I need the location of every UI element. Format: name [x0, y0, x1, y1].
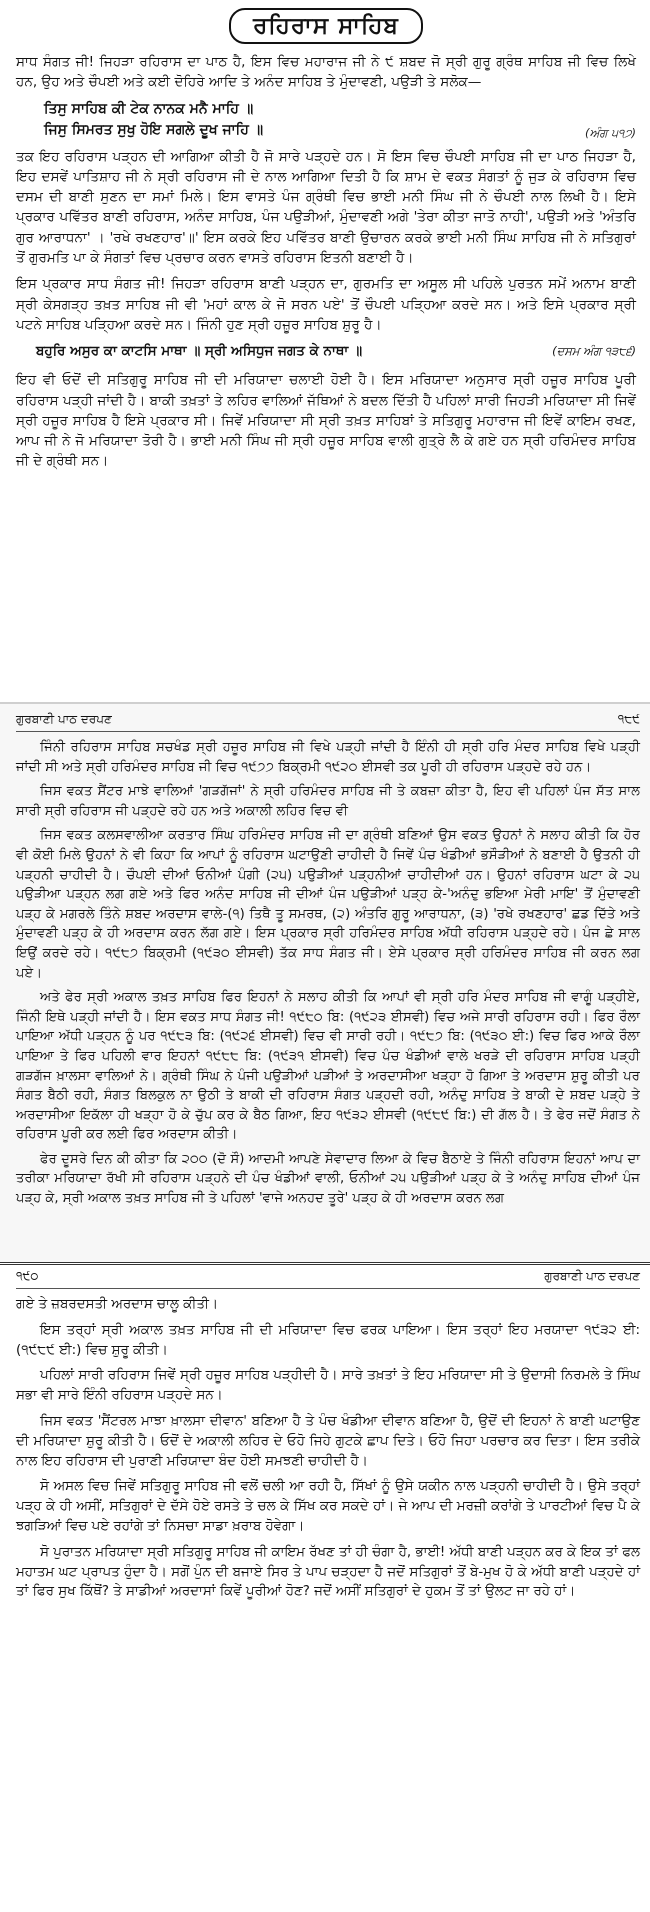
paragraph: ਜਿੰਨੀ ਰਹਿਰਾਸ ਸਾਹਿਬ ਸਚਖੰਡ ਸ੍ਰੀ ਹਜ਼ੂਰ ਸਾਹਿਬ ਜੀ ਵਿਖੇ ਪੜ੍ਹੀ ਜਾਂਦੀ ਹੈ ਇੰਨੀ ਹੀ ਸ੍ਰੀ ਹਰਿ ਮੰਦਰ ਸਾਹਿਬ ਵਿਖੇ ਪੜ੍ਹੀ ਜਾਂਦੀ ਸੀ ਅਤੇ ਸ੍ਰੀ ਹਰਿਮੰਦਰ ਸਾਹਿਬ ਜੀ ਵਿਚ ੧੯੭੭ ਬਿਕ੍ਰਮੀ ੧੯੨੦ ਈਸਵੀ ਤਕ ਪੂਰੀ ਹੀ ਰਹਿਰਾਸ ਪੜ੍ਹਦੇ ਰਹੇ ਹਨ। [16, 740, 640, 775]
paragraph: ਸੋ ਅਸਲ ਵਿਚ ਜਿਵੇਂ ਸਤਿਗੁਰੂ ਸਾਹਿਬ ਜੀ ਵਲੋਂ ਚਲੀ ਆ ਰਹੀ ਹੈ, ਸਿੱਖਾਂ ਨੂੰ ਉਸੇ ਯਕੀਨ ਨਾਲ ਪੜ੍ਹਨੀ ਚਾਹੀਦੀ ਹੈ। ਉਸੇ ਤਰ੍ਹਾਂ ਪੜ੍ਹ ਕੇ ਹੀ ਅਸੀਂ, ਸਤਿਗੁਰਾਂ ਦੇ ਦੱਸੇ ਹੋਏ ਰਸਤੇ ਤੇ ਚਲ ਕੇ ਸਿੱਖ ਕਰ ਸਕਦੇ ਹਾਂ। ਜੇ ਆਪ ਦੀ ਮਰਜ਼ੀ ਕਰਾਂਗੇ ਤੇ ਪਾਰਟੀਆਂ ਵਿਚ ਪੈ ਕੇ ਝਗੜਿਆਂ ਵਿਚ ਪਏ ਰਹਾਂਗੇ ਤਾਂ ਨਿਸਚਾ ਸਾਡਾ ਖ਼ਰਾਬ ਹੋਵੇਗਾ। [16, 1479, 640, 1534]
title-wrap [16, 8, 636, 44]
page-title: ਰਹਿਰਾਸ ਸਾਹਿਬ [229, 8, 423, 44]
page-2-header [16, 712, 640, 727]
quote-block [44, 99, 636, 141]
paragraph: ਸੋ ਪੁਰਾਤਨ ਮਰਿਯਾਦਾ ਸ੍ਰੀ ਸਤਿਗੁਰੂ ਸਾਹਿਬ ਜੀ ਕਾਇਮ ਰੱਖਣ ਤਾਂ ਹੀ ਚੰਗਾ ਹੈ, ਭਾਈ! ਅੱਧੀ ਬਾਣੀ ਪੜ੍ਹਨ ਕਰ ਕੇ ਇਕ ਤਾਂ ਫਲ ਮਹਾਤਮ ਘਟ ਪ੍ਰਾਪਤ ਹੁੰਦਾ ਹੈ। ਸਗੋਂ ਪੁੰਨ ਦੀ ਬਜਾਏ ਸਿਰ ਤੇ ਪਾਪ ਚੜ੍ਹਦਾ ਹੈ ਜਦੋਂ ਸਤਿਗੁਰਾਂ ਤੋਂ ਬੇ-ਮੁਖ ਹੋ ਕੇ ਅੱਧੀ ਬਾਣੀ ਪੜ੍ਹਦੇ ਹਾਂ ਤਾਂ ਫਿਰ ਸੁਖ ਕਿੱਥੋਂ? ਤੇ ਸਾਡੀਆਂ ਅਰਦਾਸਾਂ ਕਿਵੇਂ ਪੂਰੀਆਂ ਹੋਣ? ਜਦੋਂ ਅਸੀਂ ਸਤਿਗੁਰਾਂ ਦੇ ਹੁਕਮ ਤੋਂ ਤਾਂ ਉਲਟ ਜਾ ਰਹੇ ਹਾਂ। [16, 1544, 640, 1600]
paragraph: ਇਸ ਤਰ੍ਹਾਂ ਸ੍ਰੀ ਅਕਾਲ ਤਖ਼ਤ ਸਾਹਿਬ ਜੀ ਦੀ ਮਰਿਯਾਦਾ ਵਿਚ ਫਰਕ ਪਾਇਆ। ਇਸ ਤਰ੍ਹਾਂ ਇਹ ਮਰਯਾਦਾ ੧੯੩੨ ਈ: (੧੯੮੯ ਈ:) ਵਿਚ ਸ਼ੁਰੂ ਕੀਤੀ। [16, 1322, 640, 1358]
paragraph-2: ਇਸ ਪ੍ਰਕਾਰ ਸਾਧ ਸੰਗਤ ਜੀ! ਜਿਹੜਾ ਰਹਿਰਾਸ ਬਾਣੀ ਪੜ੍ਹਨ ਦਾ, ਗੁਰਮਤਿ ਦਾ ਅਸੂਲ ਸੀ ਪਹਿਲੇ ਪੁਰਤਨ ਸਮੇਂ ਅਨਾਮ ਬਾਣੀ ਸ੍ਰੀ ਕੇਸਗੜ੍ਹ ਤਖ਼ਤ ਸਾਹਿਬ ਜੀ ਵੀ 'ਮਹਾਂ ਕਾਲ ਕੇ ਜੋ ਸਰਨ ਪਏ' ਤੋਂ ਚੌਪਈ ਪੜ੍ਹਿਆ ਕਰਦੇ ਸਨ। ਅਤੇ ਇਸੇ ਪ੍ਰਕਾਰ ਸ੍ਰੀ ਪਟਨੇ ਸਾਹਿਬ ਪੜ੍ਹਿਆ ਕਰਦੇ ਸਨ। ਜਿੰਨੀ ਹੁਣ ਸ੍ਰੀ ਹਜ਼ੂਰ ਸਾਹਿਬ ਸ਼ੁਰੂ ਹੈ। [16, 276, 636, 333]
page-number: ੧੯੦ [16, 1269, 39, 1283]
verse-block [36, 341, 636, 362]
page-number: ੧੮੯ [617, 712, 640, 726]
page-2 [0, 702, 650, 1262]
paragraph: ਜਿਸ ਵਕਤ ਸੈਂਟਰ ਮਾਝੇ ਵਾਲਿਆਂ 'ਗੜਗੱਜਾਂ' ਨੇ ਸ੍ਰੀ ਹਰਿਮੰਦਰ ਸਾਹਿਬ ਜੀ ਤੇ ਕਬਜ਼ਾ ਕੀਤਾ ਹੈ, ਇਹ ਵੀ ਪਹਿਲਾਂ ਪੰਜ ਸੱਤ ਸਾਲ ਸਾਰੀ ਸ੍ਰੀ ਰਹਿਰਾਸ ਜੀ ਪੜ੍ਹਦੇ ਰਹੇ ਹਨ ਅਤੇ ਅਕਾਲੀ ਲਹਿਰ ਵਿਚ ਵੀ [16, 784, 640, 819]
book-title: ਗੁਰਬਾਣੀ ਪਾਠ ਦਰਪਣ [544, 1269, 640, 1283]
paragraph-1: ਤਕ ਇਹ ਰਹਿਰਾਸ ਪੜ੍ਹਨ ਦੀ ਆਗਿਆ ਕੀਤੀ ਹੈ ਜੋ ਸਾਰੇ ਪੜ੍ਹਦੇ ਹਨ। ਸੋ ਇਸ ਵਿਚ ਚੌਪਈ ਸਾਹਿਬ ਜੀ ਦਾ ਪਾਠ ਜਿਹੜਾ ਹੈ, ਇਹ ਦਸਵੇਂ ਪਾਤਿਸ਼ਾਹ ਜੀ ਨੇ ਸ੍ਰੀ ਰਹਿਰਾਸ ਜੀ ਦੇ ਨਾਲ ਆਗਿਆ ਦਿਤੀ ਹੈ ਕਿ ਸ਼ਾਮ ਦੇ ਵਕਤ ਸੰਗਤਾਂ ਨੂੰ ਜੁੜ ਕੇ ਰਹਿਰਾਸ ਵਿਚ ਦਸਮ ਦੀ ਬਾਣੀ ਸੁਣਨ ਦਾ ਸਮਾਂ ਮਿਲੇ। ਇਸ ਵਾਸਤੇ ਪੰਜ ਗ੍ਰੰਥੀ ਵਿਚ ਭਾਈ ਮਨੀ ਸਿੰਘ ਜੀ ਨੇ ਚੌਪਈ ਨਾਲ ਲਿਖੀ ਹੈ। ਇਸੇ ਪ੍ਰਕਾਰ ਪਵਿੱਤਰ ਬਾਣੀ ਰਹਿਰਾਸ, ਅਨੰਦ ਸਾਹਿਬ, ਪੰਜ ਪਉੜੀਆਂ, ਮੁੰਦਾਵਣੀ ਅਗੇ 'ਤੇਰਾ ਕੀਤਾ ਜਾਤੋ ਨਾਹੀ', ਪਉੜੀ ਅਤੇ 'ਅੰਤਰਿ ਗੁਰ ਆਰਾਧਨਾ' । 'ਰਖੇ ਰਖਣਹਾਰ'॥' ਇਸ ਕਰਕੇ ਇਹ ਪਵਿੱਤਰ ਬਾਣੀ ਉਚਾਰਨ ਕਰਕੇ ਭਾਈ ਮਨੀ ਸਿੰਘ ਸਾਹਿਬ ਜੀ ਨੇ ਸਤਿਗੁਰਾਂ ਤੋਂ ਗੁਰਮਤਿ ਪਾ ਕੇ ਸੰਗਤਾਂ ਵਿਚ ਪ੍ਰਚਾਰ ਕਰਨ ਵਾਸਤੇ ਰਹਿਰਾਸ ਇਤਨੀ ਬਣਾਈ ਹੈ। [16, 148, 636, 267]
page-3 [0, 1262, 650, 1912]
paragraph: ਅਤੇ ਫੇਰ ਸ੍ਰੀ ਅਕਾਲ ਤਖ਼ਤ ਸਾਹਿਬ ਫਿਰ ਇਹਨਾਂ ਨੇ ਸਲਾਹ ਕੀਤੀ ਕਿ ਆਪਾਂ ਵੀ ਸ੍ਰੀ ਹਰਿ ਮੰਦਰ ਸਾਹਿਬ ਜੀ ਵਾਗੂੰ ਪੜ੍ਹੀਏ, ਜਿੰਨੀ ਇਥੇ ਪੜ੍ਹੀ ਜਾਂਦੀ ਹੈ। ਇਸ ਵਕਤ ਸਾਧ ਸੰਗਤ ਜੀ! ੧੯੮੦ ਬਿ: (੧੯੨੩ ਈਸਵੀ) ਵਿਚ ਅਜੇ ਸਾਰੀ ਰਹਿਰਾਸ ਰਹੀ। ਫਿਰ ਰੌਲਾ ਪਾਇਆ ਅੱਧੀ ਪੜ੍ਹਨ ਨੂੰ ਪਰ ੧੯੮੩ ਬਿ: (੧੯੨੬ ਈਸਵੀ) ਵਿਚ ਵੀ ਸਾਰੀ ਰਹੀ। ੧੯੮੭ ਬਿ: (੧੯੩੦ ਈ:) ਵਿਚ ਫਿਰ ਆਕੇ ਰੌਲਾ ਪਾਇਆ ਤੇ ਫਿਰ ਪਹਿਲੀ ਵਾਰ ਇਹਨਾਂ ੧੯੮੮ ਬਿ: (੧੯੩੧ ਈਸਵੀ) ਵਿਚ ਪੰਚ ਖੰਡੀਆਂ ਵਾਲੇ ਖਰੜੇ ਦੀ ਰਹਿਰਾਸ ਸਾਹਿਬ ਪੜ੍ਹੀ ਗੜਗੱਜ ਖ਼ਾਲਸਾ ਵਾਲਿਆਂ ਨੇ। ਗ੍ਰੰਥੀ ਸਿੰਘ ਨੇ ਪੰਜੀ ਪਉੜੀਆਂ ਪੜੀਆਂ ਤੇ ਅਰਦਾਸੀਆ ਖੜ੍ਹਾ ਹੋ ਗਿਆ ਤੇ ਅਰਦਾਸ ਸ਼ੁਰੂ ਕੀਤੀ ਪਰ ਸੰਗਤ ਬੈਠੀ ਰਹੀ, ਸੰਗਤ ਬਿਲਕੁਲ ਨਾ ਉਠੀ ਤੇ ਬਾਕੀ ਦੀ ਰਹਿਰਾਸ ਸੰਗਤ ਪੜ੍ਹਦੀ ਰਹੀ, ਅਨੰਦੁ ਸਾਹਿਬ ਤੇ ਬਾਕੀ ਦੇ ਸ਼ਬਦ ਪੜ੍ਹੇ ਤੇ ਅਰਦਾਸੀਆ ਇਕੱਲਾ ਹੀ ਖੜ੍ਹਾ ਹੋ ਕੇ ਚੁੱਪ ਕਰ ਕੇ ਬੈਠ ਗਿਆ, ਇਹ ੧੯੩੨ ਈਸਵੀ (੧੯੮੯ ਬਿ:) ਦੀ ਗੱਲ ਹੈ। ਤੇ ਫੇਰ ਜਦੋਂ ਸੰਗਤ ਨੇ ਰਹਿਰਾਸ ਪੂਰੀ ਕਰ ਲਈ ਫਿਰ ਅਰਦਾਸ ਕੀਤੀ। [16, 990, 640, 1143]
page-1 [0, 0, 650, 702]
paragraph: ਫੇਰ ਦੂਸਰੇ ਦਿਨ ਕੀ ਕੀਤਾ ਕਿ ੨੦੦ (ਦੋ ਸੌ) ਆਦਮੀ ਆਪਣੇ ਸੇਵਾਦਾਰ ਲਿਆ ਕੇ ਵਿਚ ਬੈਠਾਏ ਤੇ ਜਿੰਨੀ ਰਹਿਰਾਸ ਇਹਨਾਂ ਆਪ ਦਾ ਤਰੀਕਾ ਮਰਿਯਾਦਾ ਰੱਖੀ ਸੀ ਰਹਿਰਾਸ ਪੜ੍ਹਨੇ ਦੀ ਪੰਚ ਖੰਡੀਆਂ ਵਾਲੀ, ਓਨੀਆਂ ੨੫ ਪਉੜੀਆਂ ਪੜ੍ਹ ਕੇ ਤੇ ਅਨੰਦੁ ਸਾਹਿਬ ਦੀਆਂ ਪੰਜ ਪੜ੍ਹ ਕੇ, ਸ੍ਰੀ ਅਕਾਲ ਤਖ਼ਤ ਸਾਹਿਬ ਜੀ ਤੇ ਪਹਿਲਾਂ 'ਵਾਜੇ ਅਨਹਦ ਤੂਰੇ' ਪੜ੍ਹ ਕੇ ਹੀ ਅਰਦਾਸ ਕਰਨ ਲਗ [16, 1151, 640, 1207]
verse-reference: (ਦਸਮ ਅੰਗ ੧੩੮੬) [552, 344, 636, 359]
paragraph: ਜਿਸ ਵਕਤ ਕਲਸਵਾਲੀਆ ਕਰਤਾਰ ਸਿੰਘ ਹਰਿਮੰਦਰ ਸਾਹਿਬ ਜੀ ਦਾ ਗ੍ਰੰਥੀ ਬਣਿਆਂ ਉਸ ਵਕਤ ਉਹਨਾਂ ਨੇ ਸਲਾਹ ਕੀਤੀ ਕਿ ਹੋਰ ਵੀ ਕੋਈ ਮਿਲੇ ਉਹਨਾਂ ਨੇ ਵੀ ਕਿਹਾ ਕਿ ਆਪਾਂ ਨੂੰ ਰਹਿਰਾਸ ਘਟਾਉਣੀ ਚਾਹੀਦੀ ਹੈ ਜਿਵੇਂ ਪੰਚ ਖੰਡੀਆਂ ਭਸੌੜੀਆਂ ਨੇ ਬਣਾਈ ਹੈ ਉਤਨੀ ਹੀ ਪੜ੍ਹਨੀ ਚਾਹੀਦੀ ਹੈ। ਚੌਪਈ ਦੀਆਂ ਓਨੀਆਂ ਪੰਗੀ (੨੫) ਪਉੜੀਆਂ ਪੜ੍ਹਨੀਆਂ ਚਾਹੀਦੀਆਂ ਹਨ। ਉਹਨਾਂ ਰਹਿਰਾਸ ਘਟਾ ਕੇ ੨੫ ਪਉੜੀਆ ਪੜ੍ਹਨ ਲਗ ਗਏ ਅਤੇ ਫਿਰ ਅਨੰਦ ਸਾਹਿਬ ਜੀ ਦੀਆਂ ਪੰਜ ਪਉੜੀਆਂ ਪੜ੍ਹ ਕੇ-'ਅਨੰਦੁ ਭਇਆ ਮੇਰੀ ਮਾਇ' ਤੋਂ ਮੁੰਦਾਵਣੀ ਪੜ੍ਹ ਕੇ ਮਗਰਲੇ ਤਿੰਨੇ ਸ਼ਬਦ ਅਰਦਾਸ ਵਾਲੇ-(੧) ਤਿਥੈ ਤੂ ਸਮਰਥ, (੨) ਅੰਤਰਿ ਗੁਰੂ ਆਰਾਧਨਾ, (੩) 'ਰਖੇ ਰਖਣਹਾਰ' ਛਡ ਦਿੱਤੇ ਅਤੇ ਮੁੰਦਾਵਣੀ ਪੜ੍ਹ ਕੇ ਹੀ ਅਰਦਾਸ ਕਰਨ ਲੱਗ ਗਏ। ਇਸ ਪ੍ਰਕਾਰ ਸ੍ਰੀ ਹਰਿਮੰਦਰ ਸਾਹਿਬ ਅੱਧੀ ਰਹਿਰਾਸ ਪੜ੍ਹਦੇ ਰਹੇ। ਪੰਜ ਛੇ ਸਾਲ ਇਉਂ ਕਰਦੇ ਰਹੇ। ੧੯੮੭ ਬਿਕ੍ਰਮੀ (੧੯੩੦ ਈਸਵੀ) ਤੱਕ ਸਾਧ ਸੰਗਤ ਜੀ। ਏਸੇ ਪ੍ਰਕਾਰ ਸ੍ਰੀ ਹਰਿਮੰਦਰ ਸਾਹਿਬ ਜੀ ਕਰਨ ਲਗ ਪਏ। [16, 828, 640, 981]
verse-line: ਬਹੁਰਿ ਅਸੁਰ ਕਾ ਕਾਟਸਿ ਮਾਥਾ ॥ ਸ੍ਰੀ ਅਸਿਧੁਜ ਜਗਤ ਕੇ ਨਾਥਾ ॥ [36, 343, 363, 360]
paragraph: ਗਏ ਤੇ ਜ਼ਬਰਦਸਤੀ ਅਰਦਾਸ ਚਾਲੂ ਕੀਤੀ। [16, 1297, 218, 1312]
book-title: ਗੁਰਬਾਣੀ ਪਾਠ ਦਰਪਣ [16, 712, 112, 726]
paragraph-3: ਇਹ ਵੀ ਓਦੋਂ ਦੀ ਸਤਿਗੁਰੂ ਸਾਹਿਬ ਜੀ ਦੀ ਮਰਿਯਾਦਾ ਚਲਾਈ ਹੋਈ ਹੈ। ਇਸ ਮਰਿਯਾਦਾ ਅਨੁਸਾਰ ਸ੍ਰੀ ਹਜ਼ੂਰ ਸਾਹਿਬ ਪੂਰੀ ਰਹਿਰਾਸ ਪੜ੍ਹੀ ਜਾਂਦੀ ਹੈ। ਬਾਕੀ ਤਖ਼ਤਾਂ ਤੇ ਲਹਿਰ ਵਾਲਿਆਂ ਜੱਥਿਆਂ ਨੇ ਬਦਲ ਦਿੱਤੀ ਹੈ ਪਹਿਲਾਂ ਸਾਰੀ ਜਿਹੜੀ ਮਰਿਯਾਦਾ ਸੀ ਜਿਵੇਂ ਸ੍ਰੀ ਹਜ਼ੂਰ ਸਾਹਿਬ ਹੈ ਇਸੇ ਪ੍ਰਕਾਰ ਸੀ। ਜਿਵੇਂ ਮਰਿਯਾਦਾ ਸੀ ਸ੍ਰੀ ਤਖ਼ਤ ਸਾਹਿਬਾਂ ਤੇ ਸਤਿਗੁਰੂ ਮਹਾਰਾਜ ਜੀ ਇਵੇਂ ਕਾਇਮ ਰਖਣ, ਆਪ ਜੀ ਨੇ ਜੋ ਮਰਿਯਾਦਾ ਤੋਰੀ ਹੈ। ਭਾਈ ਮਨੀ ਸਿੰਘ ਜੀ ਸ੍ਰੀ ਹਜ਼ੂਰ ਸਾਹਿਬ ਵਾਲੀ ਗੁਤ੍ਰੇ ਲੈ ਕੇ ਗਏ ਹਨ ਸ੍ਰੀ ਹਰਿਮੰਦਰ ਸਾਹਿਬ ਜੀ ਦੇ ਗ੍ਰੰਥੀ ਸਨ। [16, 372, 636, 470]
paragraph: ਜਿਸ ਵਕਤ 'ਸੈਂਟਰਲ ਮਾਝਾ ਖ਼ਾਲਸਾ ਦੀਵਾਨ' ਬਣਿਆ ਹੈ ਤੇ ਪੰਚ ਖੰਡੀਆ ਦੀਵਾਨ ਬਣਿਆ ਹੈ, ਉਦੋਂ ਦੀ ਇਹਨਾਂ ਨੇ ਬਾਣੀ ਘਟਾਉਣ ਦੀ ਮਰਿਯਾਦਾ ਸ਼ੁਰੂ ਕੀਤੀ ਹੈ। ਓਦੋਂ ਦੇ ਅਕਾਲੀ ਲਹਿਰ ਦੇ ਓਹੋ ਜਿਹੇ ਗੁਟਕੇ ਛਾਪ ਦਿਤੇ। ਓਹੋ ਜਿਹਾ ਪਰਚਾਰ ਕਰ ਦਿਤਾ। ਇਸ ਤਰੀਕੇ ਨਾਲ ਇਹ ਰਹਿਰਾਸ ਦੀ ਪੁਰਾਣੀ ਮਰਿਯਾਦਾ ਬੰਦ ਹੋਈ ਸਮਝਣੀ ਚਾਹੀਦੀ ਹੈ। [16, 1413, 640, 1469]
quote-line-2: ਜਿਸੁ ਸਿਮਰਤ ਸੁਖੁ ਹੋਇ ਸਗਲੇ ਦੂਖ ਜਾਹਿ ॥ [44, 121, 264, 138]
page-3-header [16, 1269, 640, 1284]
quote-line-1: ਤਿਸੁ ਸਾਹਿਬ ਕੀ ਟੇਕ ਨਾਨਕ ਮਨੈ ਮਾਹਿ ॥ [44, 100, 254, 117]
intro-paragraph: ਸਾਧ ਸੰਗਤ ਜੀ! ਜਿਹੜਾ ਰਹਿਰਾਸ ਦਾ ਪਾਠ ਹੈ, ਇਸ ਵਿਚ ਮਹਾਰਾਜ ਜੀ ਨੇ ੯ ਸ਼ਬਦ ਜੋ ਸ੍ਰੀ ਗੁਰੂ ਗ੍ਰੰਥ ਸਾਹਿਬ ਜੀ ਵਿਚ ਲਿਖੇ ਹਨ, ਉਹ ਅਤੇ ਚੌਪਈ ਅਤੇ ਕਈ ਦੋਹਿਰੇ ਆਦਿ ਤੇ ਅਨੰਦ ਸਾਹਿਬ ਤੇ ਮੁੰਦਾਵਣੀ, ਪਉੜੀ ਤੇ ਸਲੋਕ— [16, 54, 636, 91]
header-divider [16, 1288, 640, 1289]
quote-reference: (ਅੰਗ ੫੧੭) [585, 125, 636, 140]
header-divider [16, 731, 640, 732]
paragraph: ਪਹਿਲਾਂ ਸਾਰੀ ਰਹਿਰਾਸ ਜਿਵੇਂ ਸ੍ਰੀ ਹਜ਼ੂਰ ਸਾਹਿਬ ਪੜ੍ਹੀਦੀ ਹੈ। ਸਾਰੇ ਤਖ਼ਤਾਂ ਤੇ ਇਹ ਮਰਿਯਾਦਾ ਸੀ ਤੇ ਉਦਾਸੀ ਨਿਰਮਲੇ ਤੇ ਸਿੰਘ ਸਭਾ ਵੀ ਸਾਰੇ ਇੰਨੀ ਰਹਿਰਾਸ ਪੜ੍ਹਦੇ ਸਨ। [16, 1368, 640, 1404]
